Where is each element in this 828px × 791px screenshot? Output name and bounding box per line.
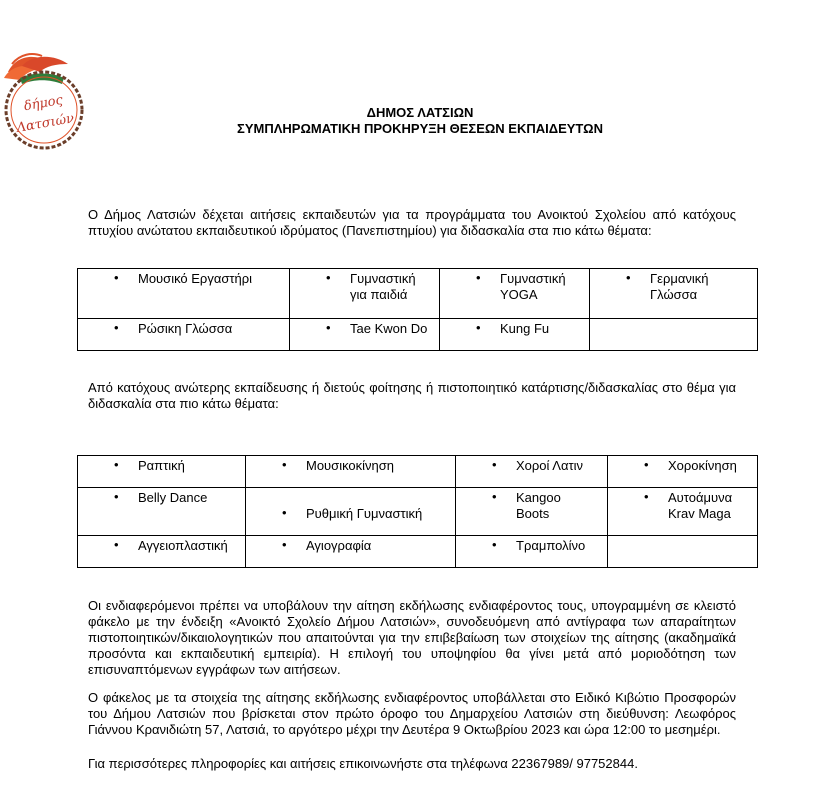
table-row (78, 536, 758, 568)
subjects-table-university (77, 268, 758, 351)
subject-item: Ραπτική (138, 458, 185, 473)
table-row (78, 269, 758, 319)
table-cell: • Αυτοάμυνα Krav Maga (608, 488, 758, 536)
subject-item: Belly Dance (138, 490, 208, 505)
table-cell: • Ραπτική (78, 456, 246, 488)
subject-item: Ρώσικη Γλώσσα (138, 321, 233, 336)
municipality-logo (2, 52, 92, 157)
subject-item: Γυμναστική YOGA (500, 271, 566, 302)
subject-item: Αγγειοπλαστική (138, 538, 228, 553)
subject-item: Kung Fu (500, 321, 550, 336)
table-cell: • Kung Fu (440, 319, 590, 351)
subject-item: Γερμανική Γλώσσα (650, 271, 709, 302)
table-cell: • Γυμναστική YOGA (440, 269, 590, 319)
logo-seal-icon (2, 52, 92, 157)
subject-item: Tae Kwon Do (350, 321, 428, 336)
delivery-paragraph: Ο φάκελος με τα στοιχεία της αίτησης εκδήλωσης ενδιαφέροντος υποβάλλεται στο Ειδικό Κιβώτιο Προσφορών του Δήμου Λατσιών που βρίσκεται στον πρώτο όροφο του Δημαρχείου Λατσιών στη διεύθυνση: Λεωφόρος Γιάννου Κρανιδιώτη 57, Λατσιά, το αργότερο μέχρι την Δευτέρα 9 Οκτωβρίου 2023 και ώρα 12:00 το μεσημέρι. (88, 690, 736, 737)
subject-item: Χοροί Λατιν (516, 458, 584, 473)
table-cell: • Ρώσικη Γλώσσα (78, 319, 290, 351)
table-cell: • Χοροί Λατιν (456, 456, 608, 488)
table-cell: • Μουσικοκίνηση (246, 456, 456, 488)
subjects-table-vocational (77, 455, 758, 568)
table-row (78, 319, 758, 351)
intro-paragraph-1: Ο Δήμος Λατσιών δέχεται αιτήσεις εκπαιδευτών για τα προγράμματα του Ανοικτού Σχολείου από κατόχους πτυχίου ανώτατου εκπαιδευτικού ιδρύματος (Πανεπιστημίου) για διδασκαλία στα πιο κάτω θέματα: (88, 207, 736, 238)
table-cell: • Ρυθμική Γυμναστική (246, 488, 456, 536)
intro-paragraph-2: Από κατόχους ανώτερης εκπαίδευσης ή διετούς φοίτησης ή πιστοποιητικό κατάρτισης/διδασκαλίας στο θέμα για διδασκαλία στα πιο κάτω θέματα: (88, 380, 736, 411)
subject-item: Γυμναστική για παιδιά (350, 271, 416, 302)
subject-item: Μουσικοκίνηση (306, 458, 395, 473)
subject-item: Αγιογραφία (306, 538, 372, 553)
table-cell: • Belly Dance (78, 488, 246, 536)
header-subtitle: ΣΥΜΠΛΗΡΩΜΑΤΙΚΗ ΠΡΟΚΗΡΥΞΗ ΘΕΣΕΩΝ ΕΚΠΑΙΔΕΥΤΩΝ (237, 121, 603, 136)
table-row (78, 456, 758, 488)
table-cell: • Τραμπολίνο (456, 536, 608, 568)
subject-item: Μουσικό Εργαστήρι (138, 271, 253, 286)
submission-paragraph: Οι ενδιαφερόμενοι πρέπει να υποβάλουν την αίτηση εκδήλωσης ενδιαφέροντος τους, υπογραμμένη σε κλειστό φάκελο με την ένδειξη «Ανοικτό Σχολείο Δήμου Λατσιών», συνοδευόμενη από αντίγραφα των απαραίτητων πιστοποιητικών/δικαιολογητικών που απαιτούνται για την επιβεβαίωση των στοιχείων της αίτησης (ακαδημαϊκά προσόντα και εκπαιδευτική εμπειρία). Η επιλογή του υποψηφίου θα γίνει μετά από μοριοδότηση των επισυναπτόμενων εγγράφων των αιτήσεων. (88, 598, 736, 677)
table-cell: • Αγγειοπλαστική (78, 536, 246, 568)
subject-item: Ρυθμική Γυμναστική (306, 506, 423, 521)
table-cell: • Χοροκίνηση (608, 456, 758, 488)
header-title: ΔΗΜΟΣ ΛΑΤΣΙΩΝ (366, 105, 474, 120)
subject-item: Αυτοάμυνα Krav Maga (668, 490, 733, 521)
table-cell: • Γυμναστική για παιδιά (290, 269, 440, 319)
table-row (78, 488, 758, 536)
table-cell: • Γερμανική Γλώσσα (590, 269, 758, 319)
svg-text:Λατσιών: Λατσιών (15, 111, 76, 136)
table-cell (608, 536, 758, 568)
svg-text:δήμος: δήμος (22, 92, 64, 115)
table-cell: • Tae Kwon Do (290, 319, 440, 351)
subject-item: Τραμπολίνο (516, 538, 586, 553)
table-cell (590, 319, 758, 351)
subject-item: Kangoo Boots (516, 490, 561, 521)
contact-paragraph: Για περισσότερες πληροφορίες και αιτήσεις επικοινωνήστε στα τηλέφωνα 22367989/ 97752844. (88, 756, 638, 771)
table-cell: • Αγιογραφία (246, 536, 456, 568)
table-cell: • Μουσικό Εργαστήρι (78, 269, 290, 319)
subject-item: Χοροκίνηση (668, 458, 737, 473)
table-cell: • Kangoo Boots (456, 488, 608, 536)
